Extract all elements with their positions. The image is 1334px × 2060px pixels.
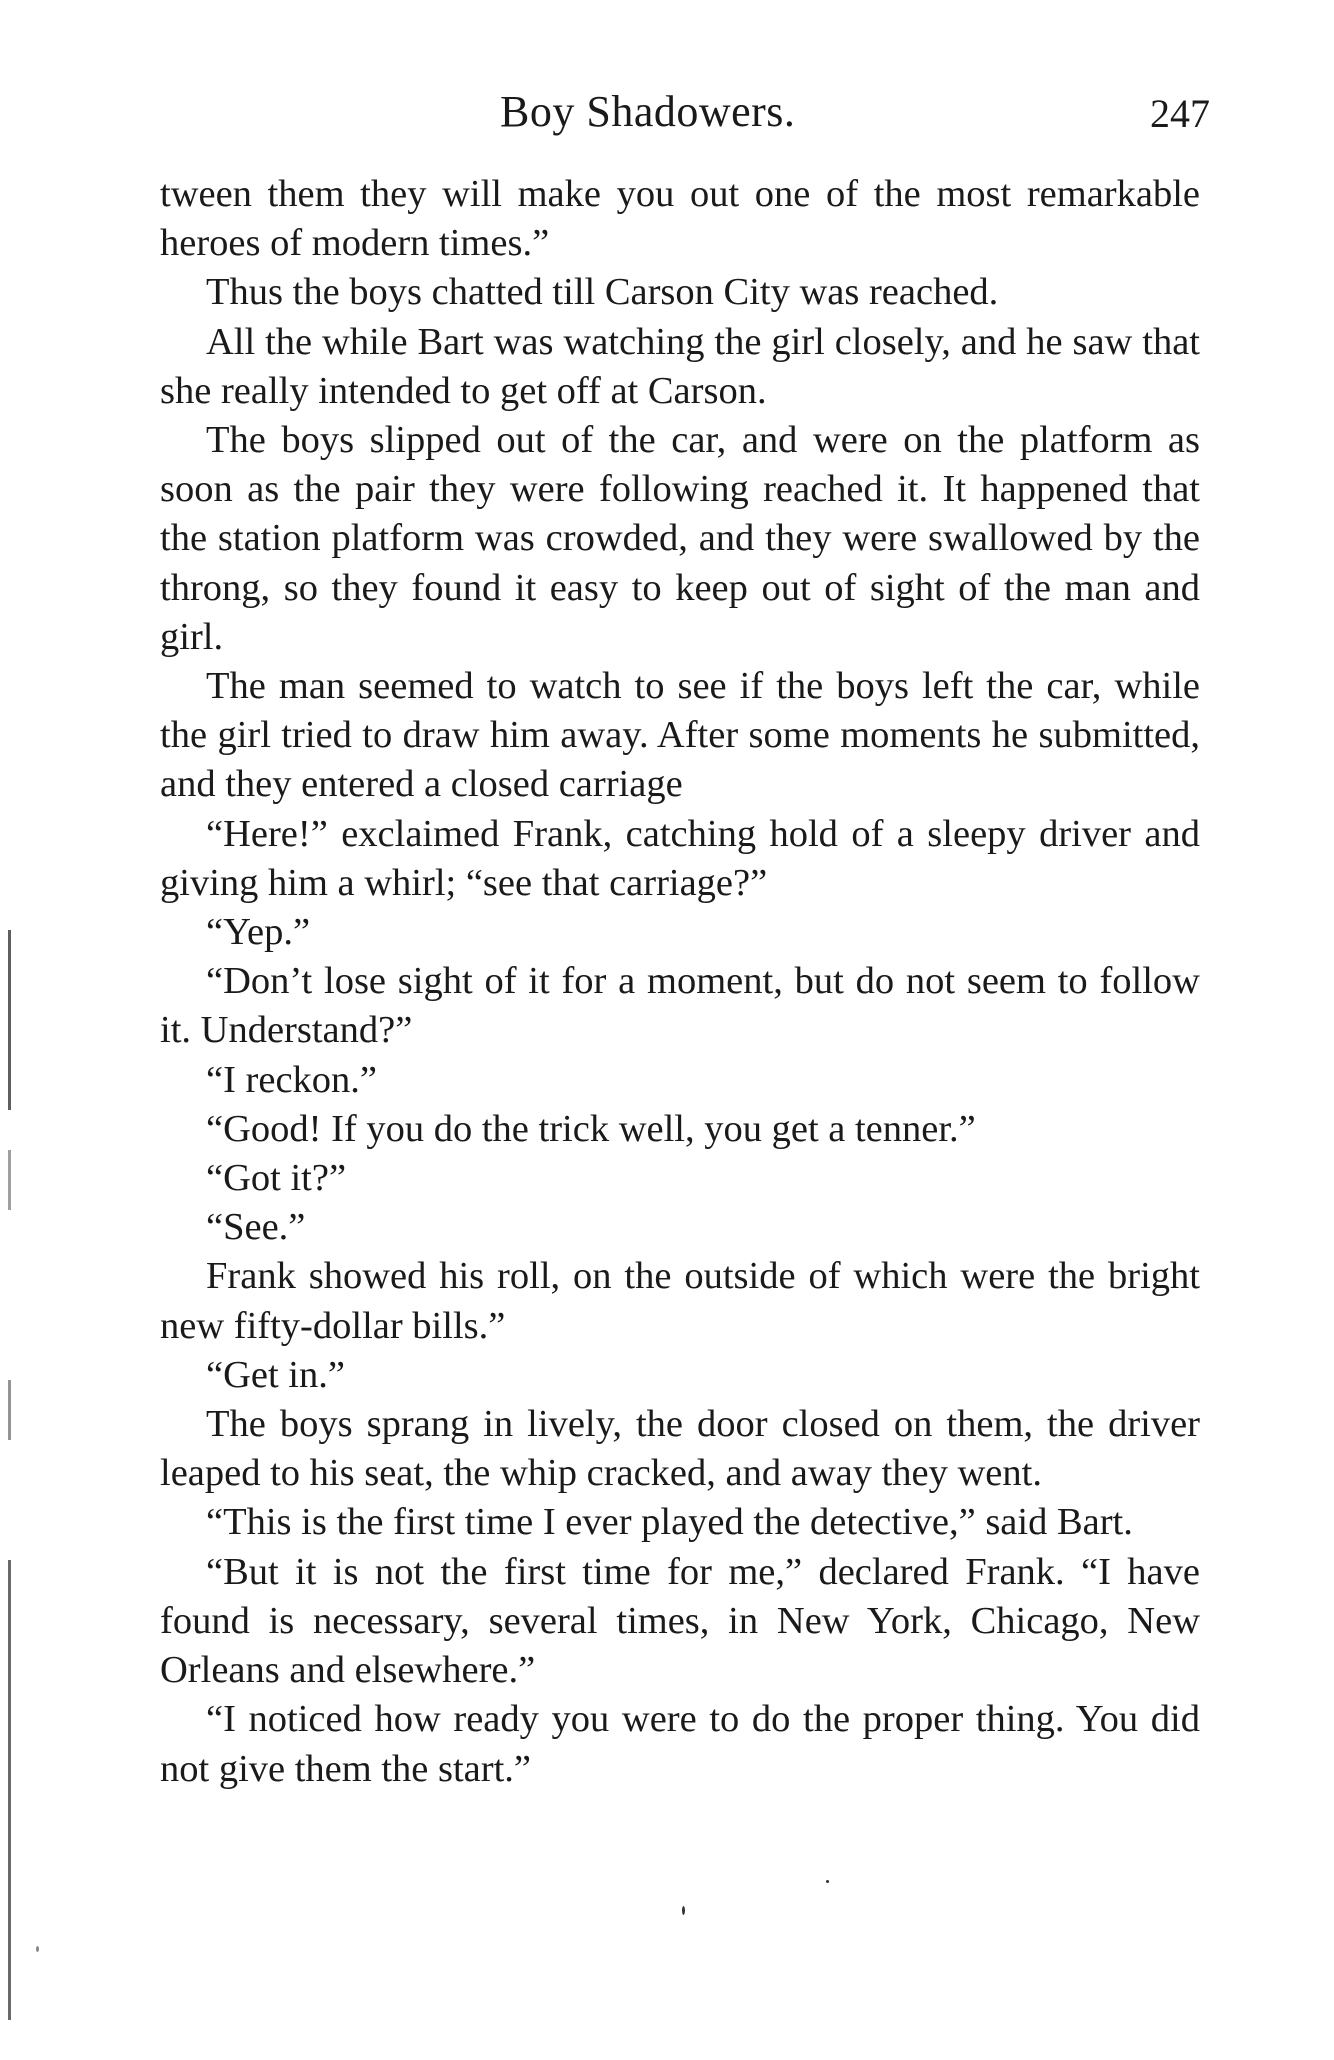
running-title: Boy Shadowers. xyxy=(500,87,796,136)
paragraph: The boys sprang in lively, the door closed on them, the driver leaped to his seat, the whip cracked, and away they went. xyxy=(160,1403,1200,1495)
paragraph: “I reckon.” xyxy=(206,1058,377,1101)
scan-gutter-line xyxy=(8,930,11,1110)
paragraph: “Got it?” xyxy=(206,1157,347,1200)
body-text xyxy=(160,170,1200,1794)
page-number: 247 xyxy=(1150,91,1210,136)
paragraph: “Here!” exclaimed Frank, catching hold of a sleepy driver and giving him a whirl; “see that carriage?” xyxy=(160,812,1200,904)
paragraph: The boys slipped out of the car, and were on the platform as soon as the pair they were following reached it. It happened that the station platform was crowded, and they were swallowed by the throng, so they found it easy to keep out of sight of the man and girl. xyxy=(160,419,1200,658)
paragraph: “See.” xyxy=(206,1206,306,1249)
scan-speck xyxy=(36,1946,39,1952)
paragraph: All the while Bart was watching the girl closely, and he saw that she really intended to get off at Carson. xyxy=(160,320,1200,412)
paragraph: “Get in.” xyxy=(206,1353,345,1396)
paragraph: “Yep.” xyxy=(206,911,311,954)
paragraph: “This is the first time I ever played the detective,” said Bart. xyxy=(206,1501,1133,1544)
paragraph: “I noticed how ready you were to do the proper thing. You did not give them the start.” xyxy=(160,1698,1200,1790)
scan-speck xyxy=(682,1906,685,1915)
paragraph: “Don’t lose sight of it for a moment, but do not seem to follow it. Understand?” xyxy=(160,960,1200,1052)
scan-gutter-line xyxy=(8,1380,11,1440)
running-head xyxy=(160,86,1210,146)
scan-speck xyxy=(826,1880,829,1883)
paragraph: “But it is not the first time for me,” declared Frank. “I have found is necessary, several times, in New York, Chicago, New Orleans and elsewhere.” xyxy=(160,1550,1200,1692)
paragraph: “Good! If you do the trick well, you get a tenner.” xyxy=(206,1107,976,1150)
paragraph: Thus the boys chatted till Carson City was reached. xyxy=(206,271,999,314)
paragraph: tween them they will make you out one of the most remarkable heroes of modern times.” xyxy=(160,173,1200,265)
paragraph: The man seemed to watch to see if the boys left the car, while the girl tried to draw him away. After some moments he submitted, and they entered a closed carriage xyxy=(160,665,1200,806)
scan-gutter-line xyxy=(8,1150,11,1210)
paragraph: Frank showed his roll, on the outside of which were the bright new fifty-dollar bills.” xyxy=(160,1255,1200,1347)
scan-gutter-line xyxy=(8,1560,11,2020)
